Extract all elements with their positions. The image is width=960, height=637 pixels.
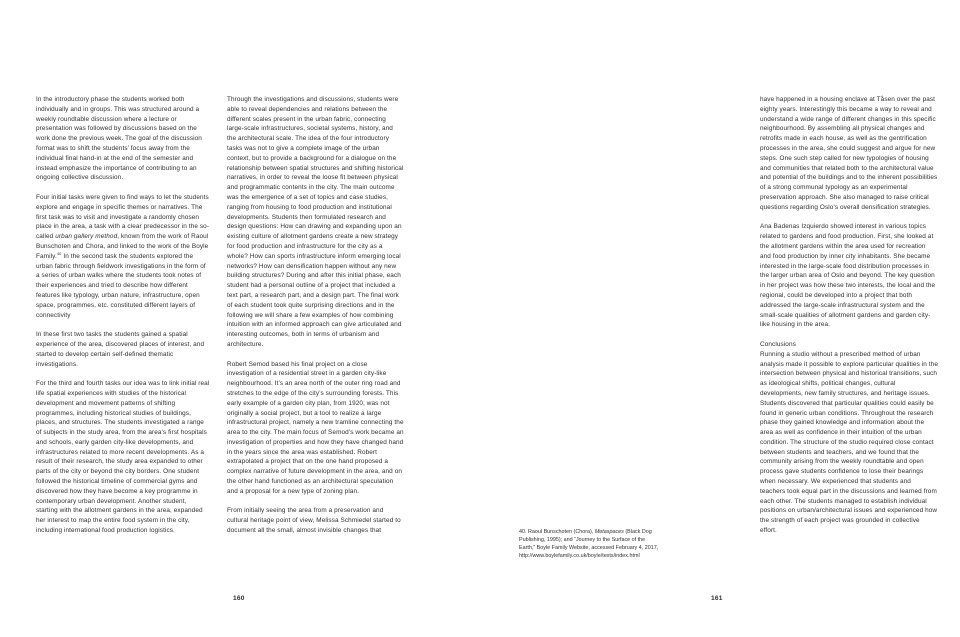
paragraph: have happened in a housing enclave at Tåsen over the past eighty years. Interestingly this became a way to reveal and understand a wide range of different changes in this specific neighbourhood. By assembling all physical changes and retrofits made in each house, as well as the gentrification processes in the area, she could suggest and argue for new steps. One such step called for new typologies of housing and communities that related both to the architectural value and potential of the buildings and to the inherent possibilities of a strong communal typology as an experimental preservation approach. She also managed to raise critical questions regarding Oslo’s overall densification strategies. (760, 96, 938, 211)
footnote-40: 40. Raoul Bunschoten (Chora), Metaspaces (Black Dog Publishing, 1995); and “Journey to the Surface of the Earth,” Boyle Family Website, accessed February 4, 2017, http://www.boylefamily.co.uk/boyle/texts/index.html (519, 529, 659, 559)
conclusions-heading: Conclusions (760, 340, 796, 348)
paragraph: For the third and fourth tasks our idea was to link initial real life spatial experiences with studies of the historical development and movement patterns of shifting programmes, including historical studies of buildings, places, and structures. The students investigated a range of subjects in the study area, from the area’s first hospitals and schools, early garden city-like developments, and infrastructures related to more recent developments. As a result of their research, the study area expanded to other parts of the city or beyond the city borders. One student followed the historical timeline of commercial gyms and discovered how they have become a key programme in contemporary urban development. Another student, starting with the allotment gardens in the area, expanded her interest to map the entire food system in the city, including international food production logistics. (36, 380, 210, 535)
paragraph: In the introductory phase the students worked both individually and in groups. This was structured around a weekly roundtable discussion where a lecture or presentation was followed by discussions based on the work done the previous week. The goal of the discussion format was to shift the students’ focus away from the individual final hand-in at the end of the semester and instead emphasize the importance of contributing to an ongoing collective discussion. (36, 96, 202, 182)
paragraph: Robert Semod based his final project on a close investigation of a residential street in a garden city-like neighbourhood. It’s an area north of the outer ring road and stretches to the edge of the city’s surrounding forests. This early example of a garden city plan, from 1920, was not originally a social project, but a tool to realize a large infrastructural project, namely a new tramline connecting the area to the city. The main focus of Semod’s work became an investigation of properties and how they have changed hand in the years since the area was established. Robert extrapolated a project that on the one hand proposed a complex narrative of future development in the area, and on the other hand functioned as an architectural speculation and a proposal for a new type of zoning plan. (227, 360, 404, 495)
paragraph: Running a studio without a prescribed method of urban analysis made it possible to explore particular qualities in the intersection between physical and historical transitions, such as ideological shifts, political changes, cultural developments, new family structures, and heritage issues. Students discovered that particular qualities could easily be found in generic urban conditions. Throughout the research phase they gained knowledge and information about the area as well as confidence in their intuition of the urban condition. The structure of the studio required close contact between students and teachers, and we found that the community arising from the weekly roundtable and open process gave students confidence to lose their bearings when necessary. We experienced that students and teachers took equal part in the discussions and learned from each other. The students managed to establish individual positions on urban/architectural issues and experienced how the strength of each project was grounded in collective effort. (760, 350, 938, 535)
page-number-left: 160 (233, 595, 245, 602)
text-column-2 (227, 95, 404, 546)
text-column-3 (760, 95, 938, 546)
footnote-block (519, 529, 662, 561)
paragraph: Ana Badenas Izquierdo showed interest in various topics related to gardens and food production. First, she looked at the allotment gardens within the area used for recreation and food production by inner city inhabitants. She became interested in the large-scale food distribution processes in the larger urban area of Oslo and beyond. The key question in her project was how these two interests, the local and the regional, could be developed into a project that both addressed the large-scale infrastructural system and the small-scale qualities of allotment gardens and garden city-like housing in the area. (760, 223, 936, 329)
page-number-right: 161 (711, 595, 723, 602)
text-column-1 (36, 95, 210, 546)
paragraph: From initially seeing the area from a preservation and cultural heritage point of view, Melissa Schmiedel started to document all the small, almost invisible changes that (227, 507, 401, 535)
paragraph: Four initial tasks were given to find ways to let the students explore and engage in specific themes or narratives. The first task was to visit and investigate a randomly chosen place in the area, a task with a clear predecessor in the so-called urban gallery method, known from the work of Raoul Bunschoten and Chora, and linked to the work of the Boyle Family.$^{40}$ In the second task the students explored the urban fabric through fieldwork investigations in the form of a series of urban walks where the students took notes of their experiences and tried to describe how different features like typology, urban nature, infrastructure, open space, programmes, etc. constituted different layers of connectivity (36, 193, 210, 319)
paragraph: Through the investigations and discussions, students were able to reveal dependencies and relations between the different scales present in the urban fabric, connecting large-scale infrastructures, societal systems, history, and the architectural scale. The idea of the four introductory tasks was not to give a complete image of the urban context, but to provide a background for a dialogue on the relationship between spatial structures and shifting historical narratives, in order to reveal the loose fit between physical and programmatic contents in the city. The main outcome was the emergence of a set of topics and case studies, ranging from housing to food production and institutional developments. Students then formulated research and design questions: How can drawing and expanding upon an existing culture of allotment gardens create a new strategy for food production and infrastructure for the city as a whole? How can sports infrastructure inform emerging local networks? How can densification happen without any new building structures? During and after this initial phase, each student had a personal outline of a project that included a text part, a research part, and a design part. The final work of each student took quite surprising directions and in the following we will share a few examples of how combining intuition with an informed approach can give articulated and interesting outcomes, both in terms of urbanism and architecture. (227, 96, 404, 348)
paragraph: In these first two tasks the students gained a spatial experience of the area, discovered places of interest, and started to develop certain self-defined thematic investigations. (36, 331, 205, 368)
